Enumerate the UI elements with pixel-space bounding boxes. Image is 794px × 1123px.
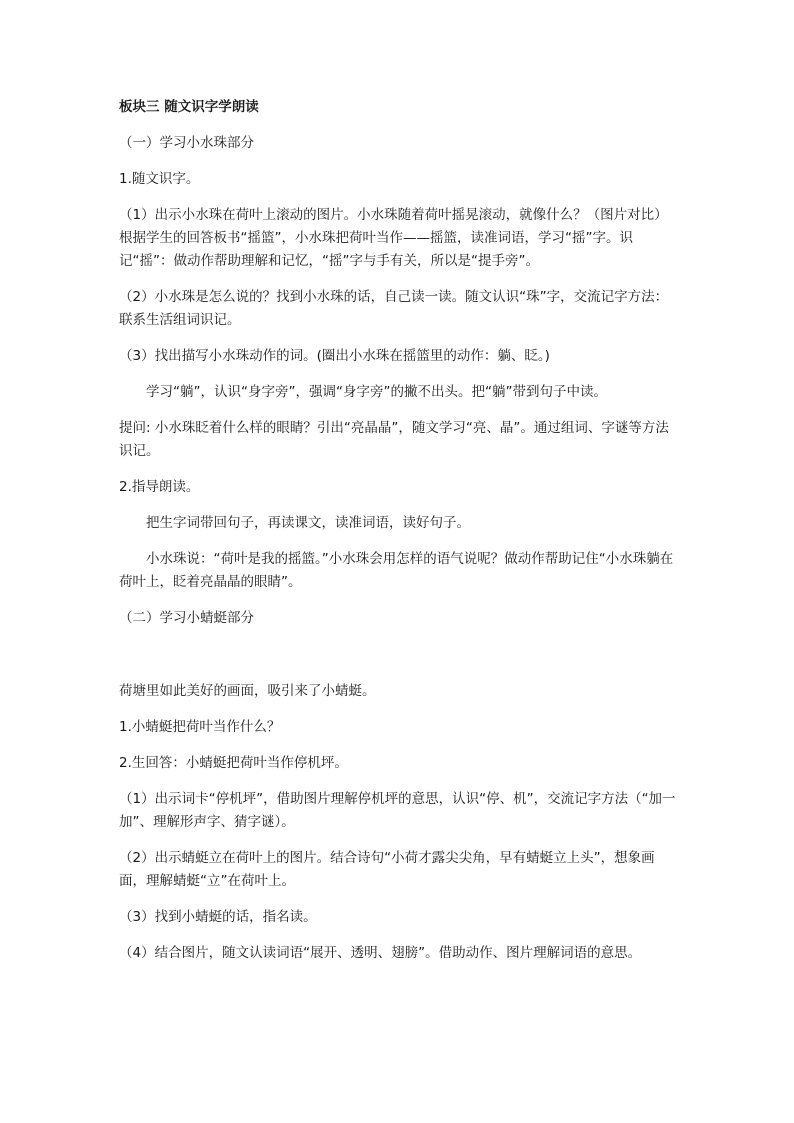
step-heading: 1.小蜻蜓把荷叶当作什么？	[119, 719, 281, 735]
subsection-title: （二）学习小蜻蜓部分	[119, 610, 254, 626]
paragraph: 荷塘里如此美好的画面，吸引来了小蜻蜓。	[119, 683, 376, 699]
paragraph: 学习“躺”，认识“身字旁”，强调“身字旁”的撇不出头。把“躺”带到句子中读。	[146, 384, 607, 400]
paragraph: （2）小水珠是怎么说的？找到小水珠的话，自己读一读。随文认识“珠”字，交流记字方法：联系生活组词识记。	[119, 289, 669, 328]
paragraph: （1）出示小水珠在荷叶上滚动的图片。小水珠随着荷叶摇晃滚动，就像什么？（图片对比）根据学生的回答板书“摇篮”，小水珠把荷叶当作——摇篮，读准词语，学习“摇”字。识记“摇”：做动作帮助理解和记忆，“摇”字与手有关，所以是“提手旁”。	[119, 207, 668, 269]
section-heading: 板块三 随文识字学朗读	[119, 99, 259, 115]
paragraph: 小水珠说：“荷叶是我的摇篮。”小水珠会用怎样的语气说呢？做动作帮助记住“小水珠躺在荷叶上，眨着亮晶晶的眼睛”。	[119, 551, 674, 590]
step-heading: 1.随文识字。	[119, 171, 200, 187]
step-heading: 2.生回答：小蜻蜓把荷叶当作停机坪。	[119, 755, 348, 771]
paragraph: （4）结合图片，随文认读词语“展开、透明、翅膀”。借助动作、图片理解词语的意思。	[119, 945, 642, 961]
paragraph: （1）出示词卡“停机坪”，借助图片理解停机坪的意思，认识“停、机”，交流记字方法（“加一加”、理解形声字、猜字谜）。	[119, 791, 676, 830]
paragraph: 提问: 小水珠眨着什么样的眼睛？引出“亮晶晶”，随文学习“亮、晶”。通过组词、字谜等方法识记。	[119, 420, 669, 459]
document-body	[119, 96, 679, 965]
paragraph: （3）找出描写小水珠动作的词。(圈出小水珠在摇篮里的动作：躺、眨。)	[119, 348, 550, 364]
subsection-title: （一）学习小水珠部分	[119, 135, 254, 151]
paragraph: （2）出示蜻蜓立在荷叶上的图片。结合诗句“小荷才露尖尖角，早有蜻蜓立上头”，想象画面，理解蜻蜓“立”在荷叶上。	[119, 850, 655, 889]
step-heading: 2.指导朗读。	[119, 479, 200, 495]
paragraph: 把生字词带回句子，再读课文，读准词语，读好句子。	[146, 515, 470, 531]
paragraph: （3）找到小蜻蜓的话，指名读。	[119, 909, 317, 925]
